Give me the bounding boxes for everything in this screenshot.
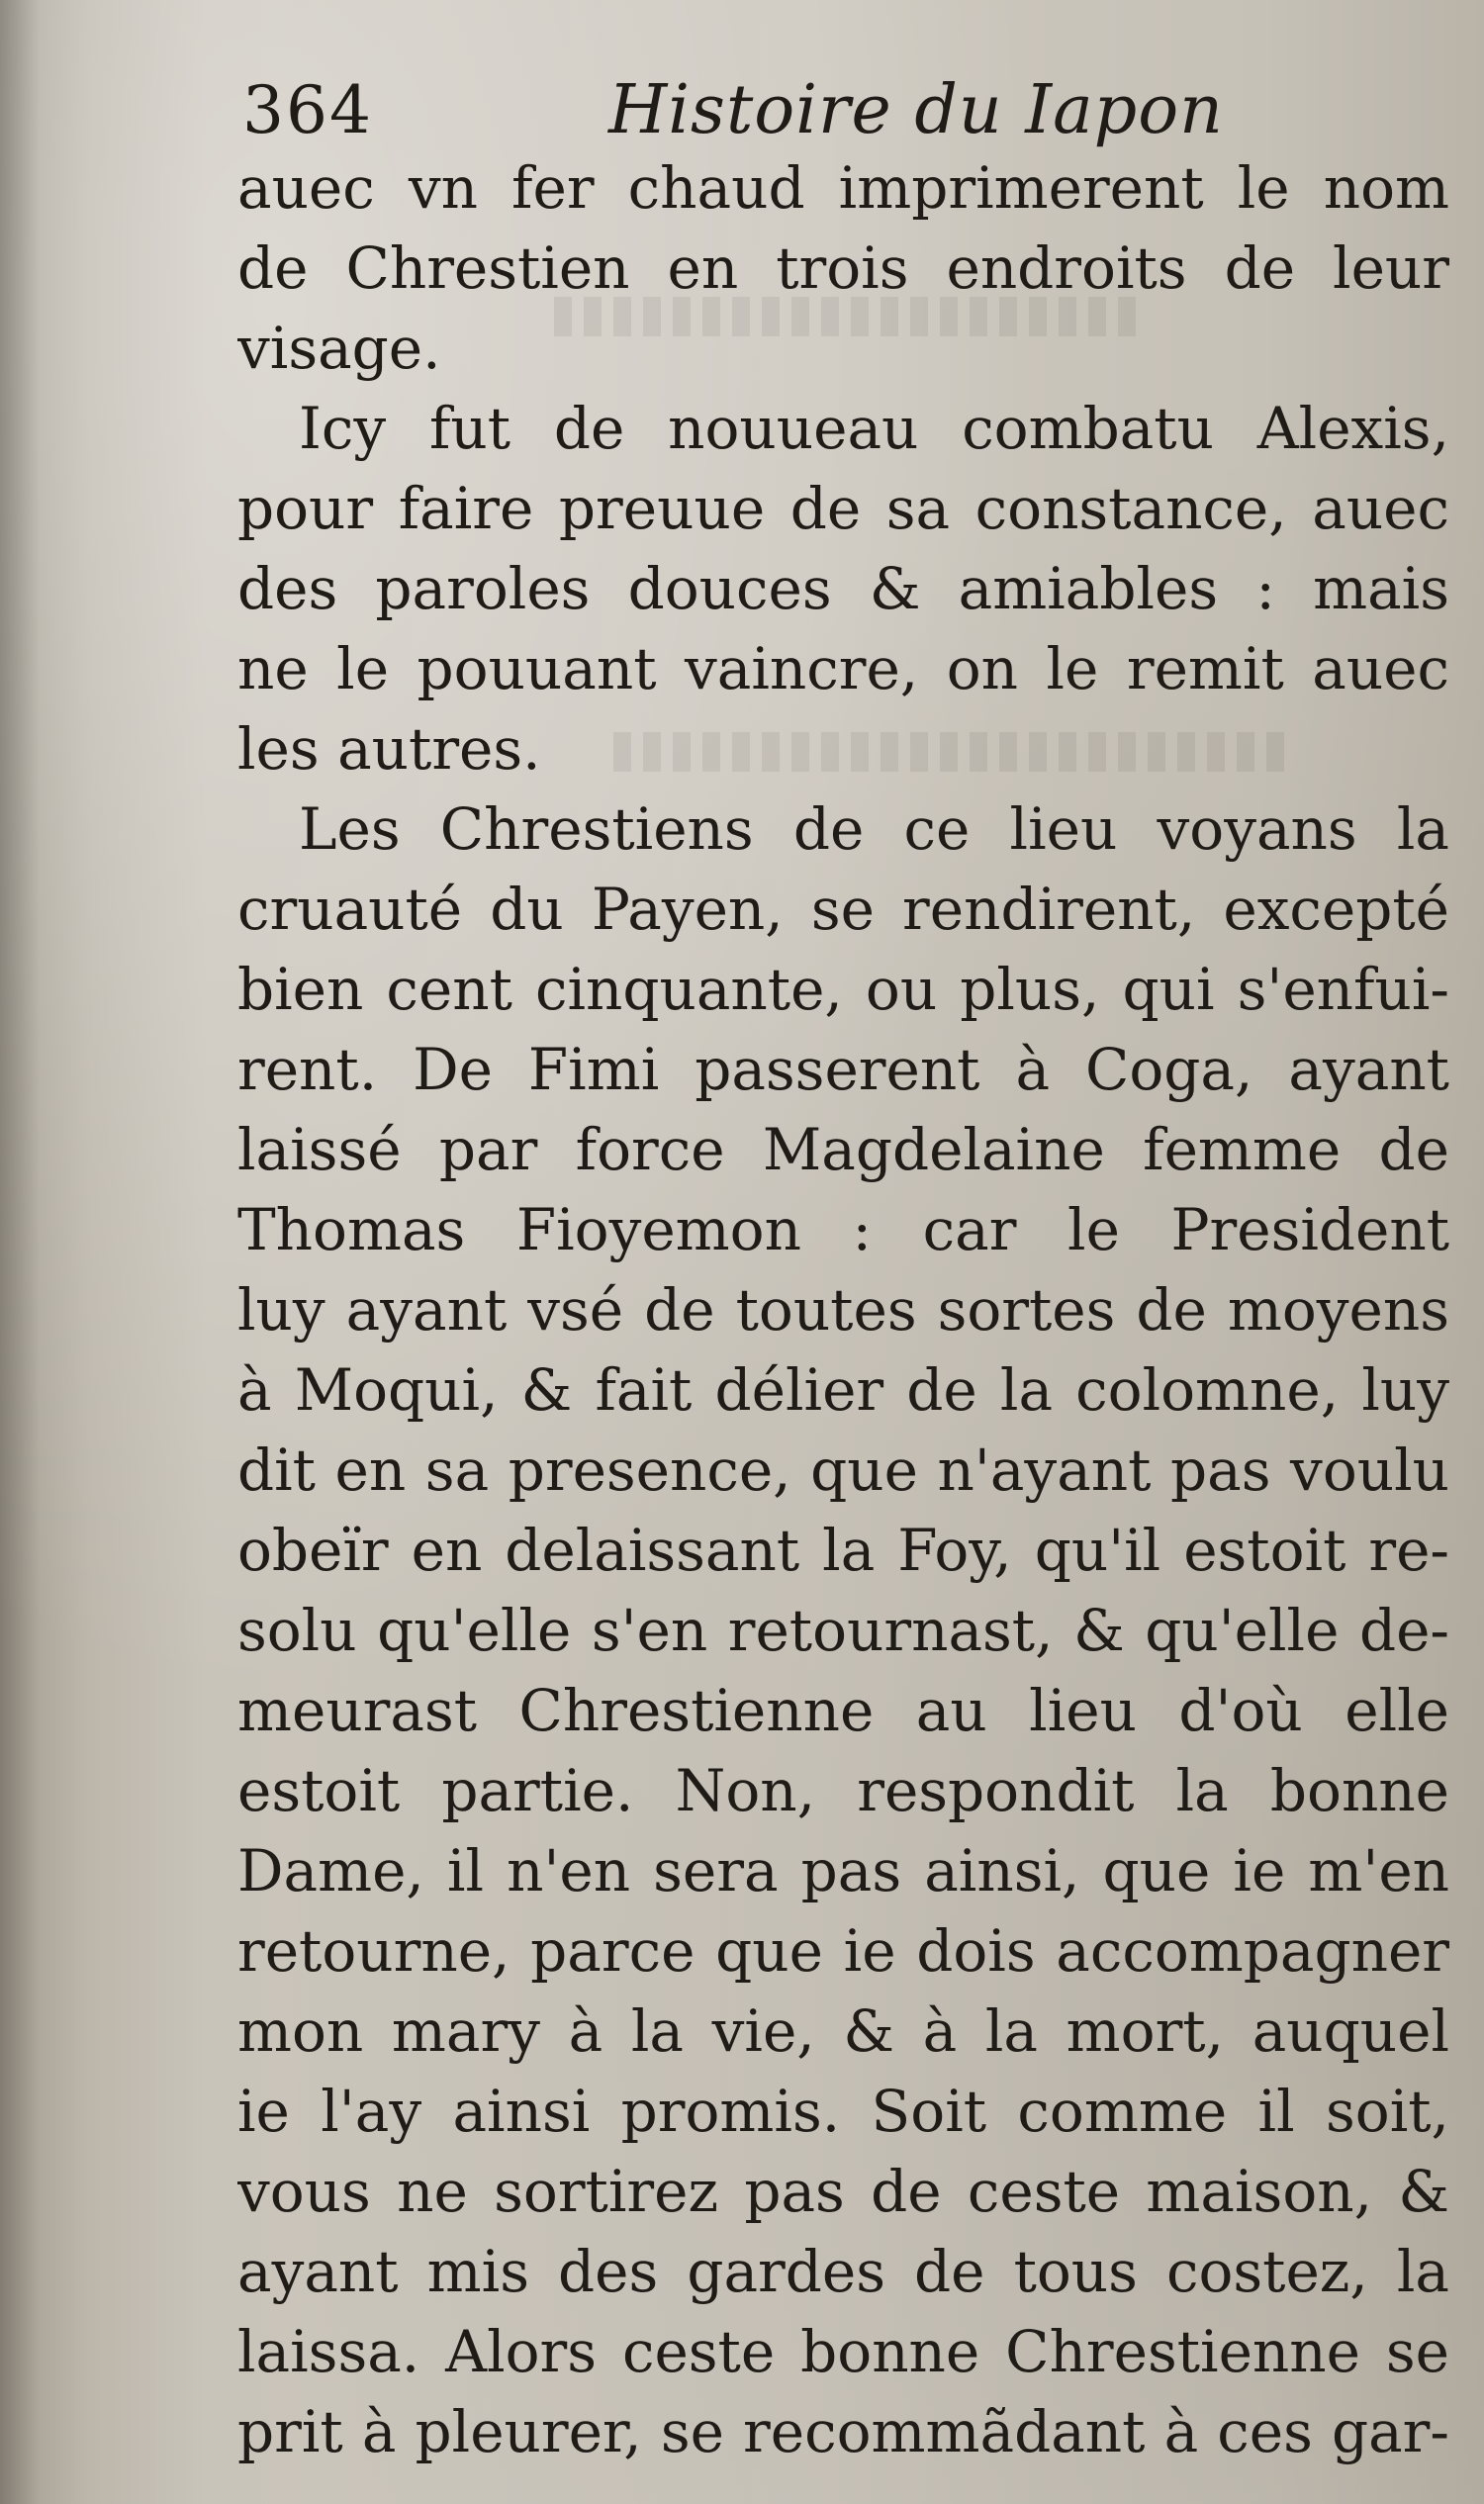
text-line: Dame, il n'en sera pas ainsi, que ie m'en — [237, 1837, 1449, 1904]
text-line: laissa. Alors ceste bonne Chrestienne se — [237, 2318, 1449, 2385]
text-line: rent. De Fimi passerent à Coga, ayant — [237, 1036, 1449, 1103]
text-line: meurast Chrestienne au lieu d'où elle — [237, 1677, 1449, 1744]
text-line: ne le pouuant vaincre, on le remit auec — [237, 635, 1449, 702]
text-line: pour faire preuue de sa constance, auec — [237, 475, 1449, 542]
text-line: laissé par force Magdelaine femme de — [237, 1116, 1449, 1183]
text-line: visage. — [237, 315, 441, 382]
text-line: mon mary à la vie, & à la mort, auquel — [237, 1997, 1449, 2065]
text-line: ayant mis des gardes de tous costez, la — [237, 2238, 1449, 2305]
text-line: bien cent cinquante, ou plus, qui s'enfui- — [237, 956, 1449, 1023]
text-line: les autres. — [237, 715, 541, 783]
text-line: ie l'ay ainsi promis. Soit comme il soit, — [237, 2078, 1449, 2145]
text-line: retourne, parce que ie dois accompagner — [237, 1917, 1449, 1985]
text-line: vous ne sortirez pas de ceste maison, & — [237, 2158, 1449, 2225]
text-line: prit à pleurer, se recommãdant à ces gar- — [237, 2398, 1449, 2465]
page-header — [242, 61, 1449, 160]
text-line: luy ayant vsé de toutes sortes de moyens — [237, 1276, 1449, 1344]
text-line: obeïr en delaissant la Foy, qu'il estoit re- — [237, 1517, 1449, 1584]
text-line: auec vn fer chaud imprimerent le nom — [237, 154, 1449, 222]
text-line: des paroles douces & amiables : mais — [237, 555, 1449, 622]
text-line: dit en sa presence, que n'ayant pas voulu — [237, 1437, 1449, 1504]
text-line: Les Chrestiens de ce lieu voyans la — [299, 795, 1449, 863]
text-line: cruauté du Payen, se rendirent, excepté — [237, 876, 1449, 943]
running-title: Histoire du Iapon — [608, 71, 1224, 149]
page-number: 364 — [242, 72, 373, 148]
body-text — [237, 148, 1449, 2483]
text-line: solu qu'elle s'en retournast, & qu'elle de- — [237, 1597, 1449, 1664]
page-edge-shadow — [0, 0, 40, 2504]
text-line: Thomas Fioyemon : car le President — [237, 1196, 1449, 1263]
text-line: à Moqui, & fait délier de la colomne, luy — [237, 1356, 1449, 1424]
text-line: Icy fut de nouueau combatu Alexis, — [299, 395, 1449, 462]
text-line: de Chrestien en trois endroits de leur — [237, 234, 1449, 302]
text-line: estoit partie. Non, respondit la bonne — [237, 1757, 1449, 1824]
